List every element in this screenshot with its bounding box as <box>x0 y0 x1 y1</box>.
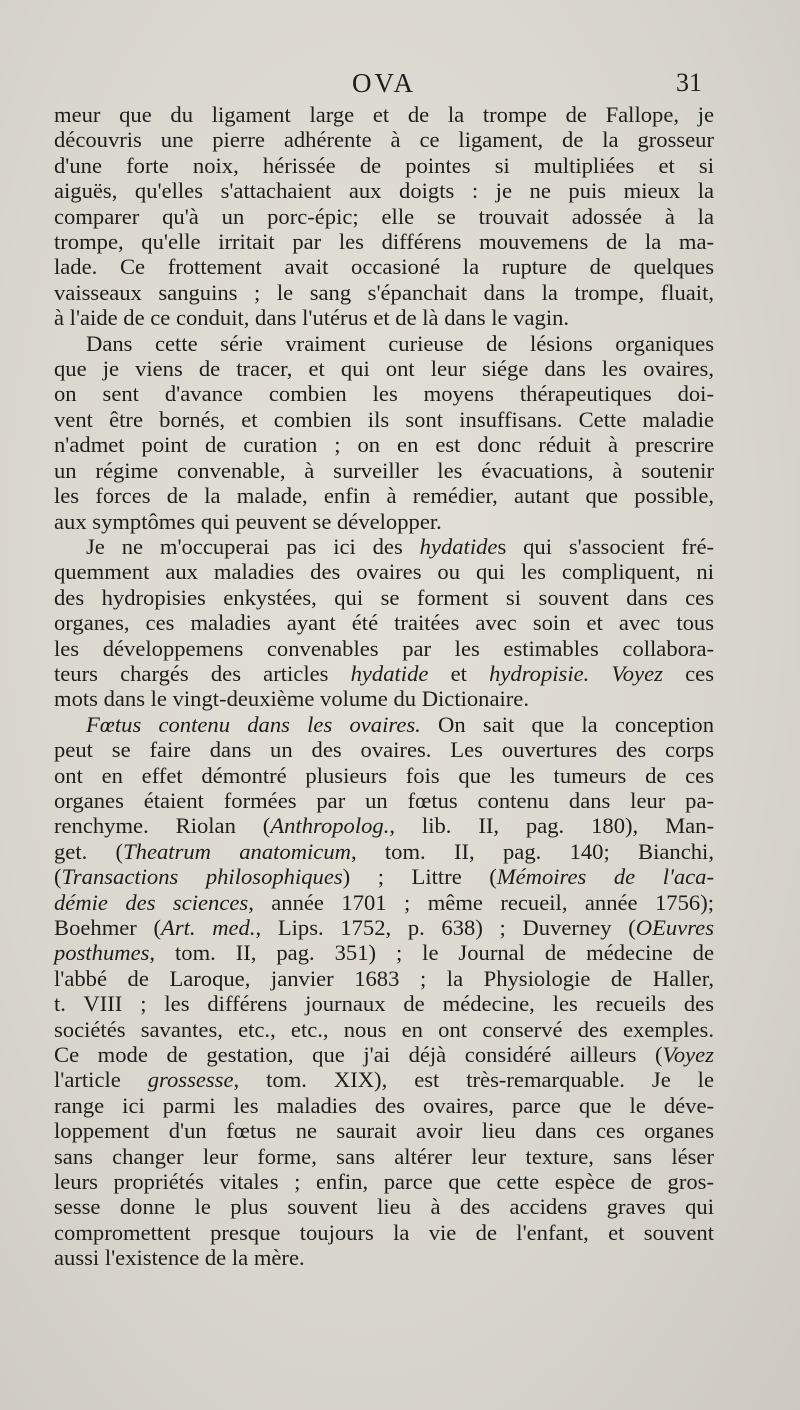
body-text <box>54 102 714 1271</box>
italic-text: Mémoires de l'aca- <box>496 864 714 890</box>
text-line: organes étaient formées par un fœtus contenu dans leur pa- <box>54 787 714 813</box>
running-title: OVA <box>352 68 417 98</box>
italic-text: Voyez <box>662 1042 714 1068</box>
text-line: l'abbé de Laroque, janvier 1683 ; la Physiologie de Haller, <box>54 965 714 991</box>
italic-text: Anthropolog. <box>270 813 390 839</box>
text-line: posthumes, tom. II, pag. 351) ; le Journal de médecine de <box>54 940 714 966</box>
paragraph <box>54 331 714 534</box>
text-line: ont en effet démontré plusieurs fois que les tumeurs de ces <box>54 762 714 788</box>
text-line: n'admet point de curation ; on en est donc réduit à prescrire <box>54 432 714 458</box>
text-line: à l'aide de ce conduit, dans l'utérus et de là dans le vagin. <box>54 305 570 331</box>
text-line: Boehmer (Art. med., Lips. 1752, p. 638) ; Duverney (OEuvres <box>54 915 714 940</box>
text-line: démie des sciences, année 1701 ; même recueil, année 1756); <box>54 889 714 915</box>
italic-text: grossesse <box>147 1067 234 1093</box>
italic-text: OEuvres <box>635 915 714 940</box>
text-line: range ici parmi les maladies des ovaires, parce que le déve- <box>54 1092 714 1118</box>
text-line: t. VIII ; les différens journaux de médecine, les recueils des <box>54 991 714 1017</box>
italic-text: Art. med. <box>161 915 256 940</box>
text-line: on sent d'avance combien les moyens thérapeutiques doi- <box>54 381 714 407</box>
text-line: vent être bornés, et combien ils sont insuffisans. Cette maladie <box>54 406 714 432</box>
italic-text: hydatide <box>419 533 498 559</box>
text-line: Dans cette série vraiment curieuse de lésions organiques <box>86 330 714 356</box>
text-line: loppement d'un fœtus ne saurait avoir lieu dans ces organes <box>54 1118 714 1144</box>
text-line: Fœtus contenu dans les ovaires. On sait que la conception <box>86 711 714 737</box>
text-line: quemment aux maladies des ovaires ou qui les compliquent, ni <box>54 559 714 585</box>
text-line: vaisseaux sanguins ; le sang s'épanchait dans la trompe, fluait, <box>54 279 714 305</box>
text-line: teurs chargés des articles hydatide et hydropisie. Voyez ces <box>54 660 714 686</box>
text-line: les forces de la malade, enfin à remédier, autant que possible, <box>54 483 714 509</box>
text-line: sesse donne le plus souvent lieu à des accidens graves qui <box>54 1194 714 1220</box>
text-line: trompe, qu'elle irritait par les différens mouvemens de la ma- <box>54 229 714 255</box>
text-line: meur que du ligament large et de la trompe de Fallope, je <box>54 102 714 127</box>
text-line: peut se faire dans un des ovaires. Les ouvertures des corps <box>54 737 714 763</box>
italic-text: démie des sciences <box>54 889 249 915</box>
italic-text: Transactions philosophiques <box>61 864 343 890</box>
text-line: découvris une pierre adhérente à ce ligament, de la grosseur <box>54 127 714 153</box>
text-line: sans changer leur forme, sans altérer leur texture, sans léser <box>54 1143 714 1169</box>
paragraph <box>54 102 714 331</box>
italic-text: Voyez <box>611 660 663 686</box>
text-line: renchyme. Riolan (Anthropolog., lib. II, pag. 180), Man- <box>54 813 715 839</box>
text-line: que je viens de tracer, et qui ont leur siége dans les ovaires, <box>54 356 714 382</box>
text-line: mots dans le vingt-deuxième volume du Dictionaire. <box>54 686 529 712</box>
running-head <box>0 64 800 104</box>
text-line: Je ne m'occuperai pas ici des hydatides qui s'associent fré- <box>86 533 715 559</box>
page-number: 31 <box>676 68 702 97</box>
text-line: un régime convenable, à surveiller les évacuations, à soutenir <box>54 457 714 483</box>
text-line: aux symptômes qui peuvent se développer. <box>54 508 442 534</box>
text-line: (Transactions philosophiques) ; Littre (Mémoires de l'aca- <box>54 864 714 890</box>
italic-text: Fœtus contenu dans les ovaires. <box>86 711 421 737</box>
text-line: lade. Ce frottement avait occasioné la rupture de quelques <box>54 254 714 280</box>
text-line: des hydropisies enkystées, qui se forment si souvent dans ces <box>54 584 714 610</box>
text-line: l'article grossesse, tom. XIX), est très-remarquable. Je le <box>54 1067 714 1093</box>
italic-text: Theatrum anatomicum <box>123 838 351 864</box>
text-line: get. (Theatrum anatomicum, tom. II, pag. 140; Bianchi, <box>54 838 714 864</box>
text-line: organes, ces maladies ayant été traitées avec soin et avec tous <box>54 610 714 636</box>
paragraph <box>54 712 714 1271</box>
text-line: aiguës, qu'elles s'attachaient aux doigts : je ne puis mieux la <box>54 178 714 204</box>
italic-text: hydropisie. <box>489 660 590 686</box>
text-line: les développemens convenables par les estimables collabora- <box>54 635 714 661</box>
paragraph <box>54 534 714 712</box>
text-line: sociétés savantes, etc., etc., nous en ont conservé des exemples. <box>54 1016 714 1042</box>
text-line: comparer qu'à un porc-épic; elle se trouvait adossée à la <box>54 203 714 229</box>
italic-text: posthumes <box>54 940 150 966</box>
text-line: leurs propriétés vitales ; enfin, parce que cette espèce de gros- <box>54 1169 714 1195</box>
text-line: d'une forte noix, hérissée de pointes si multipliées et si <box>54 152 714 178</box>
text-line: Ce mode de gestation, que j'ai déjà considéré ailleurs (Voyez <box>54 1042 714 1068</box>
text-line: compromettent presque toujours la vie de l'enfant, et souvent <box>54 1219 714 1245</box>
text-line: aussi l'existence de la mère. <box>54 1245 305 1271</box>
italic-text: hydatide <box>350 660 429 686</box>
